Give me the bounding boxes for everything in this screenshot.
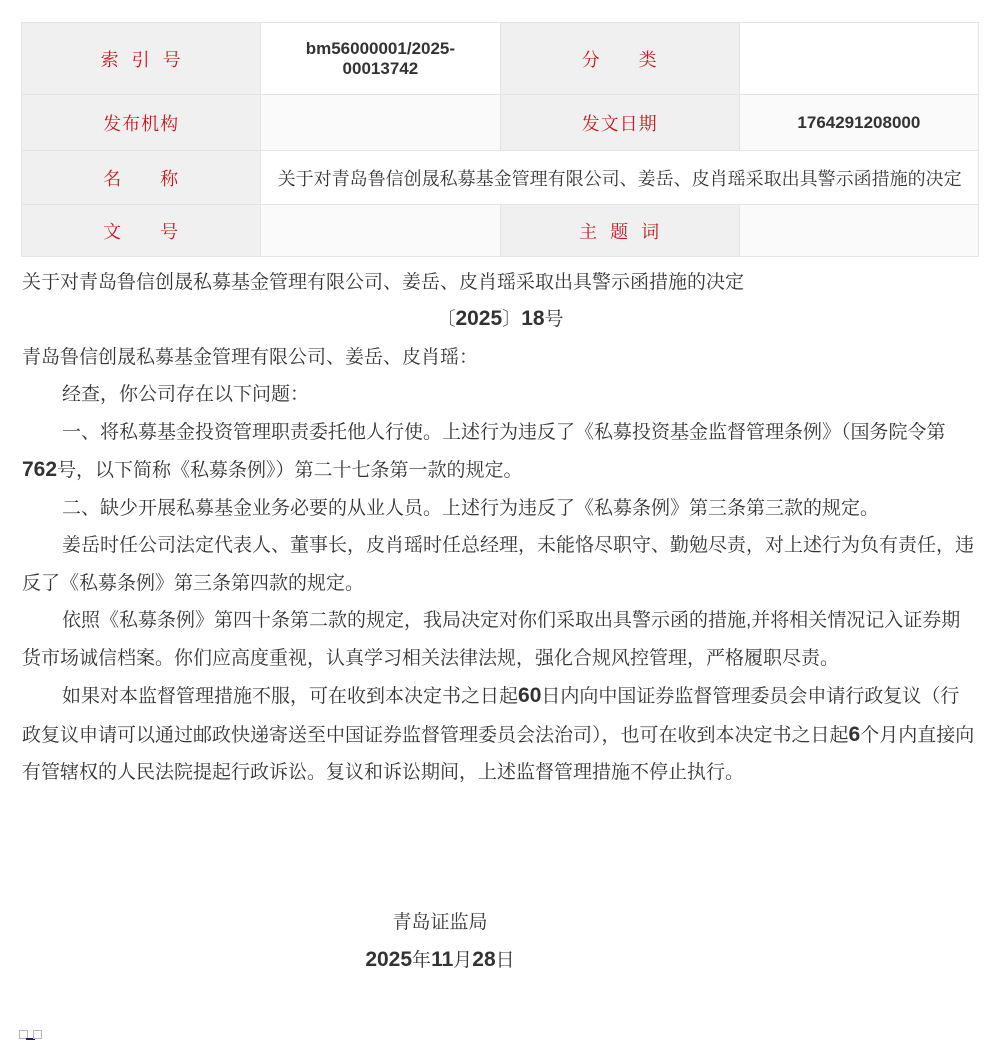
doc-number-value [261, 205, 500, 257]
signature-date [22, 941, 858, 980]
emphasized-number: 2025 [455, 307, 503, 330]
emphasized-number: 762 [22, 458, 58, 481]
emphasized-number: 18 [521, 307, 545, 330]
text-run: 个月内直接向有管辖权的人民法院提起行政诉讼。复议和诉讼期间，上述监督管理措施不停止执行。 [22, 724, 975, 783]
emphasized-number: 2025 [365, 948, 413, 971]
text-run: 经查，你公司存在以下问题： [62, 384, 310, 405]
text-run: 日 [495, 950, 515, 971]
text-run: 号 [544, 309, 564, 330]
paragraph-intro [22, 376, 978, 414]
text-run: 号，以下简称《私募条例》）第二十七条第一款的规定。 [57, 460, 523, 481]
text-run: 二、缺少开展私募基金业务必要的从业人员。上述行为违反了《私募条例》第三条第三款的规定。 [62, 497, 880, 519]
issue-date-value: 1764291208000 [739, 95, 978, 151]
paragraph-appeal [22, 677, 978, 792]
category-value [739, 23, 978, 95]
document-number [22, 300, 978, 339]
name-value: 关于对青岛鲁信创晟私募基金管理有限公司、姜岳、皮肖瑶采取出具警示函措施的决定 [261, 151, 979, 205]
subject-words-label: 主 题 词 [500, 205, 739, 257]
text-run: 青岛鲁信创晟私募基金管理有限公司、姜岳、皮肖瑶： [22, 346, 479, 368]
doc-number-label: 文 号 [22, 205, 261, 257]
paragraph-addressee [22, 339, 978, 377]
meta-row-index [22, 23, 979, 95]
text-run: 姜岳时任公司法定代表人、董事长，皮肖瑶时任总经理，未能恪尽职守、勤勉尽责，对上述行为负有责任，违反了《私募条例》第三条第四款的规定。 [22, 535, 975, 594]
text-run: 〕 [502, 309, 522, 330]
paragraph-responsibility [22, 527, 978, 602]
publish-agency-value [261, 95, 500, 151]
text-run: 一、将私募基金投资管理职责委托他人行使。上述行为违反了《私募投资基金监督管理条例》（国务院令第 [62, 421, 946, 443]
signature-block [22, 904, 858, 980]
signature-agency: 青岛证监局 [392, 911, 488, 933]
issue-date-label: 发文日期 [500, 95, 739, 151]
text-run: 如果对本监督管理措施不服，可在收到本决定书之日起 [62, 686, 519, 707]
emphasized-number: 6 [848, 722, 861, 746]
meta-row-name [22, 151, 979, 205]
text-run: 依照《私募条例》第四十条第二款的规定，我局决定对你们采取出具警示函的措施,并将相关情况记入证券期货市场诚信档案。你们应高度重视，认真学习相关法律法规，强化合规风控管理，严格履职尽责。 [22, 610, 961, 669]
text-run: 日内向中国证券监督管理委员会申请行政复议（行政复议申请可以通过邮政快递寄送至中国证券监督管理委员会法治司），也可在收到本决定书之日起 [22, 686, 960, 746]
meta-row-agency-date [22, 95, 979, 151]
emphasized-number: 28 [472, 948, 496, 971]
document-body [0, 262, 1000, 980]
index-number-label: 索 引 号 [22, 23, 261, 95]
text-run: 〔 [436, 309, 456, 330]
publish-agency-label: 发布机构 [22, 95, 261, 151]
meta-info-table [21, 22, 979, 257]
subject-words-value [739, 205, 978, 257]
paragraph-issue-2 [22, 490, 978, 528]
paragraph-decision [22, 602, 978, 677]
emphasized-number: 60 [518, 684, 542, 707]
index-number-value: bm56000001/2025-00013742 [261, 23, 500, 95]
broken-image-link[interactable] [19, 1030, 42, 1044]
document-title: 关于对青岛鲁信创晟私募基金管理有限公司、姜岳、皮肖瑶采取出具警示函措施的决定 [22, 272, 745, 293]
broken-image-icon [33, 1030, 42, 1039]
text-run: 年 [412, 950, 432, 971]
category-label: 分 类 [500, 23, 739, 95]
name-label: 名 称 [22, 151, 261, 205]
emphasized-number: 11 [431, 948, 454, 971]
paragraph-issue-1 [22, 414, 978, 490]
meta-row-docno-subject [22, 205, 979, 257]
text-run: 月 [453, 950, 473, 971]
